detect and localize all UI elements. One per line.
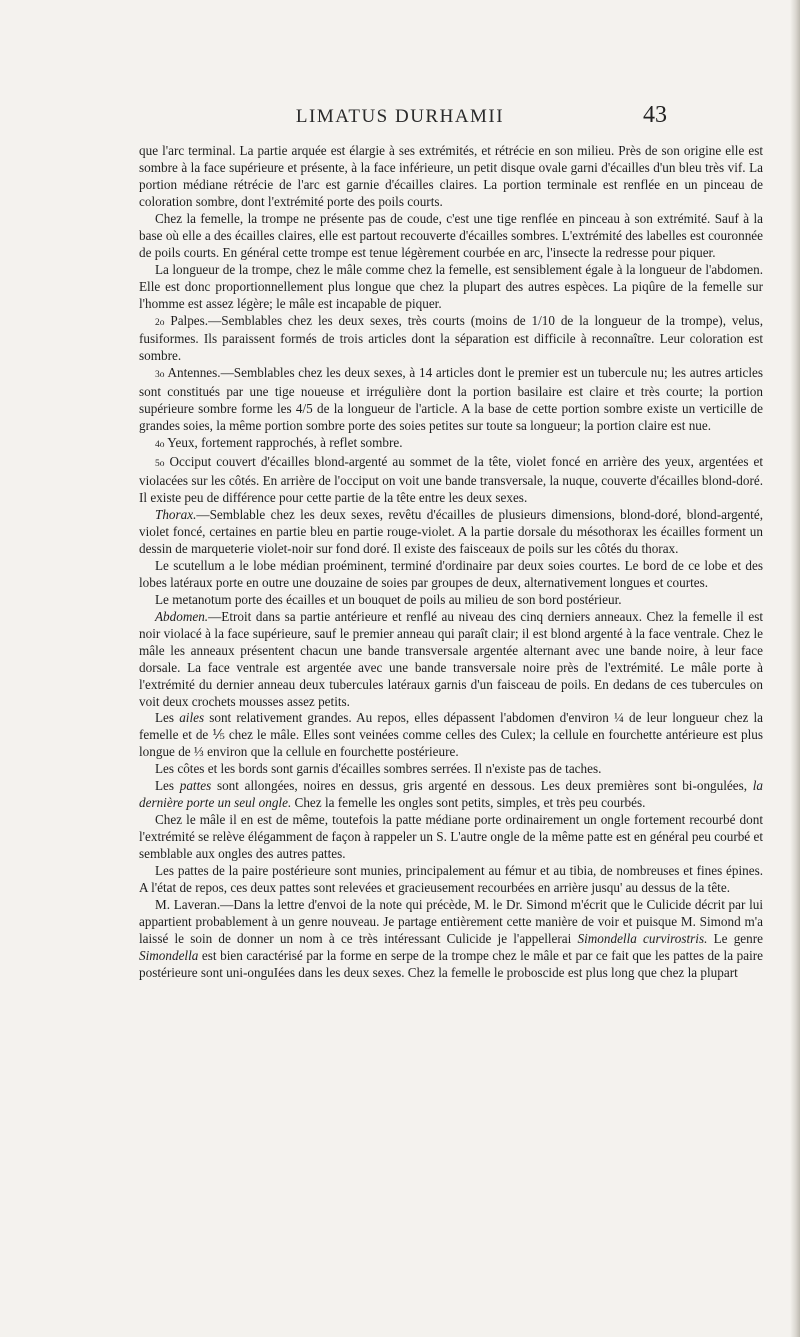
section-number: o	[159, 317, 165, 328]
text-run: Le scutellum a le lobe médian proéminent, terminé d'ordinaire par deux soies courtes. Le bord de ce lobe et des lobes latéraux porte en outre une douzaine de soies par groupes de deux, alternativement longues et courtes.	[139, 557, 763, 590]
body-text	[139, 143, 763, 982]
paragraph	[139, 313, 763, 366]
text-run: Antennes.—Semblables chez les deux sexes, à 14 articles dont le premier est un tubercule nu; les autres articles sont constitués par une tige noueuse et irrégulière dont la portion basilaire est claire et très courte; la portion supérieure sombre forme les 4/5 de la longueur de l'article. A la base de cette portion sombre existe un verticille de grandes soies, la même portion sombre porte des soies petites sur toute sa longueur; la portion claire est nue.	[139, 365, 763, 434]
paragraph	[139, 592, 763, 609]
text-run: Chez la femelle, la trompe ne présente pas de coude, c'est une tige renflée en pinceau à son extrémité. Sauf à la base où elle a des écailles claires, elle est partout recouverte d'écailles sombres. L'extrémité des labelles est couronnée de poils courts. En général cette trompe est tenue légèrement courbée en arc, l'insecte la redresse pour piquer.	[139, 210, 763, 260]
paragraph	[139, 211, 763, 262]
text-run: Les	[155, 778, 180, 794]
section-number: 4	[155, 440, 160, 451]
text-run: M. Laveran.—Dans la lettre d'envoi de la note qui précède, M. le Dr. Simond m'écrit que le Culicide décrit par lui appartient probablement à un genre nouveau. Je partage entièrement cette manière de voir et puisque M. Simond m'a laissé le soin de donner un nom à ce très intéressant Culicide je l'appellerai	[139, 896, 763, 946]
text-run: Yeux, fortement rapprochés, à reflet sombre.	[164, 435, 403, 451]
text-run: Palpes.—Semblables chez les deux sexes, très courts (moins de 1/10 de la longueur de la trompe), velus, fusiformes. Ils paraissent formés de trois articles dont la séparation est difficile à reconnaître. Leur coloration est sombre.	[139, 312, 763, 364]
italic-text: la dernière porte un seul ongle.	[139, 778, 763, 811]
paragraph	[139, 454, 763, 507]
italic-text: pattes	[179, 778, 212, 794]
text-run: Le metanotum porte des écailles et un bouquet de poils au milieu de son bord postérieur.	[155, 591, 622, 607]
section-number: 3	[155, 370, 160, 381]
paragraph	[139, 812, 763, 863]
paragraph	[139, 262, 763, 313]
paragraph	[139, 778, 763, 812]
section-number: o	[159, 440, 165, 451]
section-number: o	[159, 459, 165, 470]
text-run: —Etroit dans sa partie antérieure et renflé au niveau des cinq derniers anneaux. Chez la femelle il est noir violacé à la face supérieure, sauf le premier anneau qui paraît clair; il est blond argenté à la face ventrale. Chez le mâle les anneaux présentent chacun une bande transversale argentée alternant avec une bande noire, à leur face dorsale. La face ventrale est argentée avec une bande transversale noire près de l'extrémité. Le mâle porte à l'extrémité du dernier anneau deux tubercules latéraux garnis d'un faisceau de poils. En dedans de ces tubercules on voit deux crochets mousses assez petits.	[139, 608, 763, 709]
italic-text: Simondella	[139, 947, 199, 963]
paragraph	[139, 558, 763, 592]
text-run: sont allongées, noires en dessus, gris argenté en dessous. Les deux premières sont bi-ongulées,	[211, 778, 753, 794]
section-number: o	[159, 370, 165, 381]
text-run: Les pattes de la paire postérieure sont munies, principalement au fémur et au tibia, de nombreuses et fines épines. A l'état de repos, ces deux pattes sont relevées et gracieusement recourbées en arrière jusqu' au dessus de la tête.	[139, 863, 763, 895]
page-header	[0, 102, 800, 136]
italic-text: ailes	[179, 710, 205, 726]
text-run: Chez le mâle il en est de même, toutefois la patte médiane porte ordinairement un ongle fortement recourbé dont l'extrémité se relève élégamment de façon à rappeler un S. L'autre ongle de la même patte est en général peu courbé et semblable aux ongles des autres pattes.	[139, 812, 763, 862]
paragraph	[139, 435, 763, 454]
page-edge-shadow	[790, 0, 800, 1337]
italic-text: Simondella curvirostris.	[577, 930, 708, 946]
page-number: 43	[643, 102, 667, 128]
text-run: Le genre	[707, 930, 763, 946]
section-number: 2	[155, 317, 160, 328]
text-run: est bien caractérisé par la forme en serpe de la trompe chez le mâle et par ce fait que les pattes de la paire postérieure sont uni-onguIées dans les deux sexes. Chez la femelle le proboscide est plus long que chez la plupart	[139, 947, 763, 980]
text-run: Les côtes et les bords sont garnis d'écailles sombres serrées. Il n'existe pas de taches.	[155, 761, 602, 777]
paragraph	[139, 863, 763, 897]
section-number: 5	[155, 459, 160, 470]
paragraph	[139, 761, 763, 778]
text-run: que l'arc terminal. La partie arquée est élargie à ses extrémités, et rétrécie en son milieu. Près de son origine elle est sombre à la face supérieure et présente, à la face inférieure, un petit disque ovale garni d'écailles d'un bleu très vif. La portion médiane rétrécie de l'arc est garnie d'écailles claires. La portion terminale est renflée en un pinceau de coloration sombre, dont l'extrémité porte des poils courts.	[139, 143, 763, 209]
text-run: Occiput couvert d'écailles blond-argenté au sommet de la tête, violet foncé en arrière des yeux, argentées et violacées sur les côtés. En arrière de l'occiput on voit une bande transversale, la nuque, couverte d'écailles blond-doré. Il existe peu de différence pour cette partie de la tête entre les deux sexes.	[139, 454, 763, 506]
italic-text: Thorax.	[155, 507, 197, 523]
text-run: Les	[155, 710, 180, 726]
paragraph	[139, 365, 763, 435]
paragraph	[139, 143, 763, 211]
paragraph	[139, 609, 763, 711]
paragraph	[139, 507, 763, 558]
text-run: —Semblable chez les deux sexes, revêtu d'écailles de plusieurs dimensions, blond-doré, blond-argenté, violet foncé, certaines en partie bleu en partie rouge-violet. A la partie dorsale du mésothorax les écailles forment un dessin de marqueterie violet-noir sur fond doré. Il existe des faisceaux de poils sur les côtés du thorax.	[139, 507, 763, 556]
italic-text: Abdomen.	[155, 608, 209, 624]
running-head: LIMATUS DURHAMII	[295, 106, 505, 127]
text-run: La longueur de la trompe, chez le mâle comme chez la femelle, est sensiblement égale à la longueur de l'abdomen. Elle est donc proportionnellement plus longue que chez la plupart des autres espèces. La piqûre de la femelle sur l'homme est assez légère; le mâle est incapable de piquer.	[139, 261, 763, 311]
paragraph	[139, 710, 763, 761]
text-run: sont relativement grandes. Au repos, elles dépassent l'abdomen d'environ ¼ de leur longueur chez la femelle et de ⅕ chez le mâle. Elles sont veinées comme celles des Culex; la cellule en fourchette antérieure est plus longue de ⅓ environ que la cellule en fourchette postérieure.	[139, 710, 764, 760]
paragraph	[139, 897, 763, 982]
text-run: Chez la femelle les ongles sont petits, simples, et très peu courbés.	[291, 795, 646, 811]
